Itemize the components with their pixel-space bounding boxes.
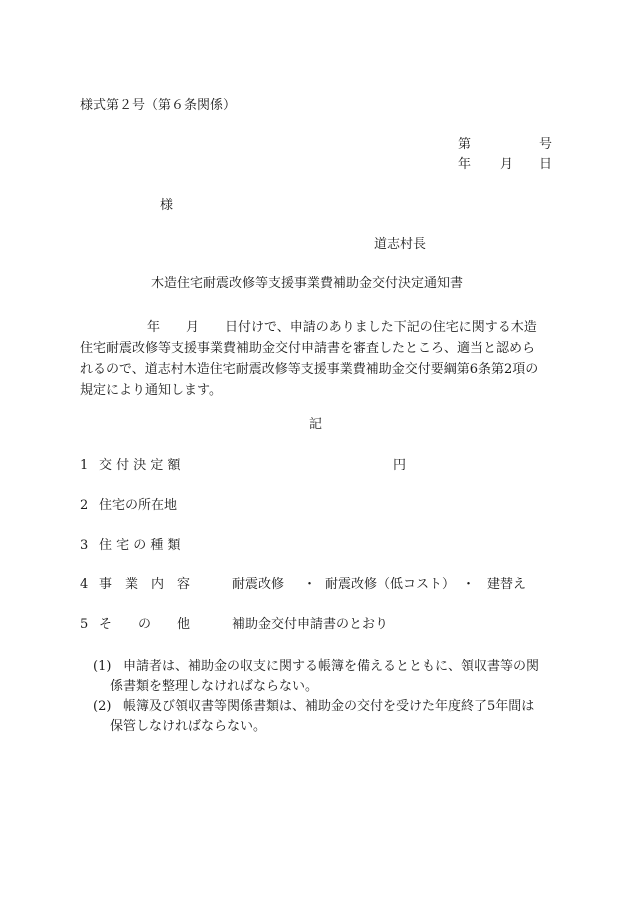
item-1-label: 交 付 決 定 額 bbox=[99, 458, 181, 473]
body-month-label: 月 bbox=[186, 320, 200, 335]
body-line-4: 規定により通知します。 bbox=[80, 383, 222, 398]
body-line-3: れるので、道志村木造住宅耐震改修等支援事業費補助金交付要綱第6条第2項の bbox=[80, 362, 539, 377]
body-paragraph bbox=[80, 317, 560, 401]
date-month-label: 月 bbox=[500, 157, 514, 172]
note-2-line-1: 帳簿及び領収書等関係書類は、補助金の交付を受けた年度終了5年間は bbox=[123, 699, 535, 714]
note-2-line-2: 保管しなければならない。 bbox=[110, 719, 267, 734]
date-day-label: 日 bbox=[539, 157, 553, 172]
document-title: 木造住宅耐震改修等支援事業費補助金交付決定通知書 bbox=[151, 276, 464, 291]
date-year-label: 年 bbox=[458, 157, 472, 172]
issuer-name: 道志村長 bbox=[374, 237, 427, 252]
body-line-2: 住宅耐震改修等支援事業費補助金交付申請書を審査したところ、適当と認めら bbox=[80, 341, 536, 356]
item-4-number: 4 bbox=[80, 577, 89, 592]
body-year-label: 年 bbox=[147, 320, 161, 335]
item-2-number: 2 bbox=[80, 498, 89, 513]
item-5-number: 5 bbox=[80, 617, 89, 632]
form-number: 様式第２号（第６条関係） bbox=[80, 98, 237, 113]
item-4-label: 事 業 内 容 bbox=[99, 577, 191, 592]
item-4-option-rebuild: 建替え bbox=[487, 577, 527, 592]
body-line-1-text: 日付けで、申請のありました下記の住宅に関する木造 bbox=[225, 320, 537, 335]
item-4-option-seismic-retrofit: 耐震改修 bbox=[232, 577, 285, 592]
note-2 bbox=[93, 697, 563, 737]
item-3-number: 3 bbox=[80, 538, 89, 553]
item-4-separator-2: ・ bbox=[462, 577, 476, 592]
item-5-label: そ の 他 bbox=[99, 617, 191, 632]
body-line-1 bbox=[80, 317, 560, 338]
item-4-separator-1: ・ bbox=[303, 577, 317, 592]
note-1-number: (1) bbox=[93, 659, 112, 674]
item-1-number: 1 bbox=[80, 458, 89, 473]
item-4-option-low-cost-retrofit: 耐震改修（低コスト） bbox=[325, 577, 456, 592]
addressee-suffix: 様 bbox=[160, 198, 174, 213]
doc-number-suffix: 号 bbox=[539, 137, 553, 152]
item-3-label: 住 宅 の 種 類 bbox=[99, 538, 181, 553]
item-5-value: 補助金交付申請書のとおり bbox=[232, 617, 389, 632]
doc-number-prefix: 第 bbox=[458, 137, 472, 152]
ki-heading: 記 bbox=[309, 417, 323, 432]
item-2-label: 住宅の所在地 bbox=[99, 498, 178, 513]
note-1 bbox=[93, 657, 563, 697]
note-1-line-2: 係書類を整理しなければならない。 bbox=[110, 679, 319, 694]
note-1-line-1: 申請者は、補助金の収支に関する帳簿を備えるとともに、領収書等の関 bbox=[123, 659, 540, 674]
note-2-number: (2) bbox=[93, 699, 112, 714]
item-1-unit: 円 bbox=[393, 458, 407, 473]
